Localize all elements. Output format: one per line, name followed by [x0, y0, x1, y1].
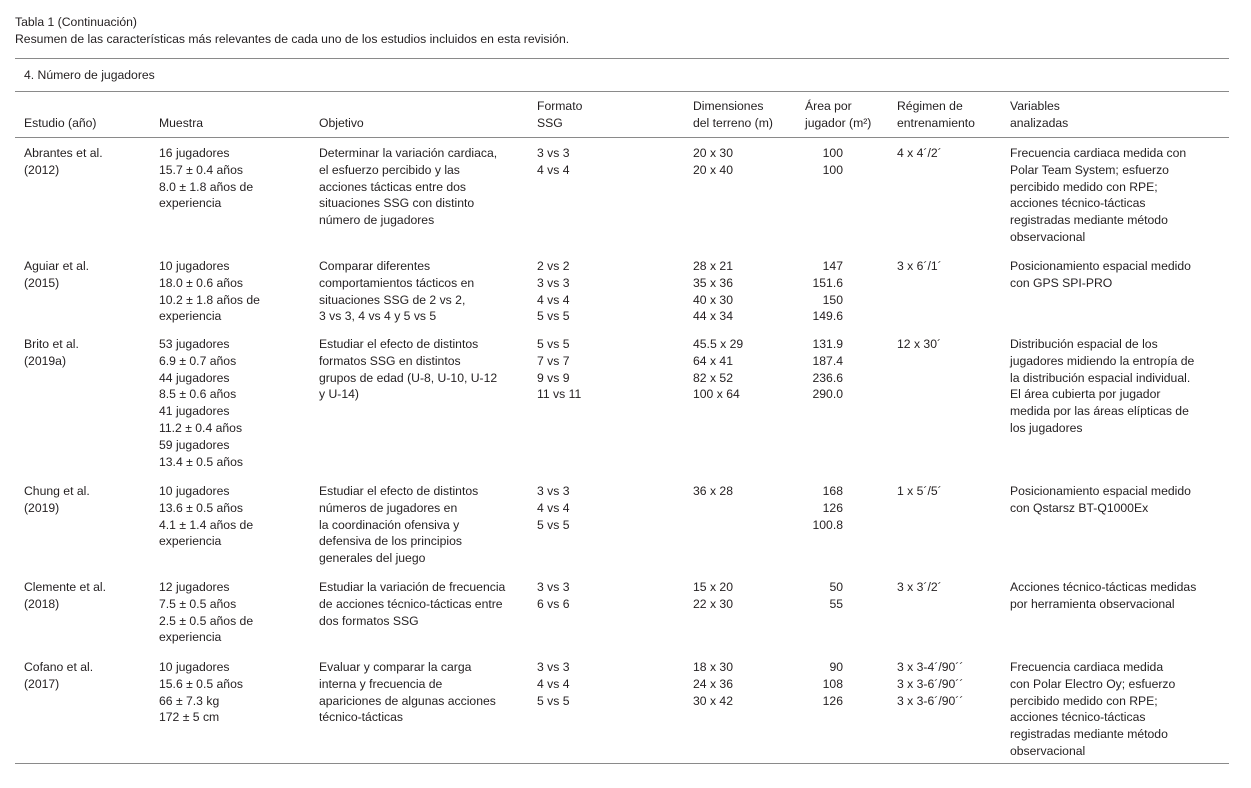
cell-line: (2019) — [24, 500, 60, 515]
cell-line: 44 x 34 — [693, 309, 733, 324]
cell-formato — [537, 258, 570, 325]
cell-line: 3 x 6´/1´ — [897, 259, 942, 273]
cell-line: Abrantes et al. — [24, 146, 103, 160]
cell-line: 10.2 ± 1.8 años de — [159, 292, 260, 307]
cell-objetivo — [319, 659, 496, 726]
cell-line: 12 x 30´ — [897, 337, 942, 351]
header-line: SSG — [537, 116, 563, 131]
cell-line: acciones tácticas entre dos — [319, 179, 467, 194]
cell-objetivo — [319, 145, 497, 229]
cell-variables — [1010, 258, 1191, 292]
header-line: analizadas — [1010, 116, 1069, 131]
cell-line: 2.5 ± 0.5 años de — [159, 613, 254, 628]
cell-dimensiones — [693, 336, 743, 403]
cell-line: 126 — [822, 693, 843, 708]
cell-line: 36 x 28 — [693, 484, 733, 498]
cell-line: número de jugadores — [319, 213, 435, 228]
header-line: Muestra — [159, 116, 204, 131]
cell-line: 7.5 ± 0.5 años — [159, 596, 237, 611]
cell-line: (2012) — [24, 162, 60, 177]
cell-line: 4 vs 4 — [537, 162, 570, 177]
header-line: Objetivo — [319, 116, 364, 131]
cell-estudio — [24, 145, 103, 179]
cell-variables — [1010, 336, 1194, 437]
cell-objetivo — [319, 483, 478, 567]
header-formato — [537, 98, 582, 132]
cell-line: experiencia — [159, 196, 222, 211]
cell-line: situaciones SSG de 2 vs 2, — [319, 292, 466, 307]
cell-line: 35 x 36 — [693, 275, 733, 290]
cell-line: 66 ± 7.3 kg — [159, 693, 220, 708]
cell-line: 149.6 — [812, 309, 843, 324]
cell-line: 2 vs 2 — [537, 259, 570, 273]
cell-line: 20 x 40 — [693, 162, 733, 177]
cell-line: Estudiar la variación de frecuencia — [319, 580, 506, 594]
cell-line: 290.0 — [812, 387, 843, 402]
cell-dimensiones — [693, 659, 733, 709]
cell-line: 11 vs 11 — [537, 387, 582, 402]
cell-regimen — [897, 579, 942, 596]
cell-line: Acciones técnico-tácticas medidas — [1010, 580, 1197, 594]
cell-line: percibido medido con RPE; — [1010, 693, 1158, 708]
cell-line: 7 vs 7 — [537, 353, 570, 368]
cell-line: 100 — [822, 146, 843, 160]
cell-line: los jugadores — [1010, 420, 1083, 435]
cell-line: comportamientos tácticos en — [319, 275, 475, 290]
cell-line: Brito et al. — [24, 337, 79, 351]
cell-objetivo — [319, 258, 474, 325]
cell-line: 50 — [829, 580, 843, 594]
cell-line: Evaluar y comparar la carga — [319, 660, 472, 674]
cell-line: 13.4 ± 0.5 años — [159, 454, 243, 469]
cell-line: 16 jugadores — [159, 146, 230, 160]
cell-line: grupos de edad (U-8, U-10, U-12 — [319, 370, 498, 385]
cell-dimensiones — [693, 579, 733, 613]
cell-estudio — [24, 258, 89, 292]
cell-formato — [537, 579, 570, 613]
cell-line: 59 jugadores — [159, 437, 230, 452]
cell-line: interna y frecuencia de — [319, 676, 443, 691]
cell-line: 6 vs 6 — [537, 596, 570, 611]
cell-line: 100 x 64 — [693, 387, 740, 402]
cell-line: 3 vs 3 — [537, 660, 570, 674]
cell-line: 64 x 41 — [693, 353, 733, 368]
cell-line: la distribución espacial individual. — [1010, 370, 1191, 385]
cell-line: la coordinación ofensiva y — [319, 517, 460, 532]
cell-formato — [537, 336, 581, 403]
cell-line: 82 x 52 — [693, 370, 733, 385]
header-line: entrenamiento — [897, 116, 975, 131]
cell-line: 15.7 ± 0.4 años — [159, 162, 243, 177]
cell-area — [800, 258, 843, 325]
cell-line: jugadores midiendo la entropía de — [1010, 353, 1195, 368]
cell-regimen — [897, 145, 942, 162]
cell-muestra — [159, 145, 253, 212]
cell-line: 18 x 30 — [693, 660, 733, 674]
cell-line: 55 — [829, 596, 843, 611]
cell-line: 150 — [822, 292, 843, 307]
cell-line: y U-14) — [319, 387, 359, 402]
cell-line: defensiva de los principios — [319, 534, 462, 549]
cell-line: (2019a) — [24, 353, 67, 368]
cell-line: observacional — [1010, 743, 1086, 758]
cell-line: 187.4 — [812, 353, 843, 368]
cell-line: 12 jugadores — [159, 580, 230, 594]
bottom-rule — [15, 763, 1229, 764]
cell-line: dos formatos SSG — [319, 613, 419, 628]
header-line: del terreno (m) — [693, 116, 773, 131]
header-area — [805, 98, 871, 132]
cell-regimen — [897, 659, 963, 709]
cell-line: 18.0 ± 0.6 años — [159, 275, 243, 290]
cell-area — [800, 659, 843, 709]
cell-line: 9 vs 9 — [537, 370, 570, 385]
cell-muestra — [159, 579, 253, 646]
cell-line: Determinar la variación cardiaca, — [319, 146, 498, 160]
cell-line: acciones técnico-tácticas — [1010, 710, 1146, 725]
header-dimensiones — [693, 98, 773, 132]
cell-line: 4 vs 4 — [537, 676, 570, 691]
cell-variables — [1010, 579, 1196, 613]
cell-line: 24 x 36 — [693, 676, 733, 691]
cell-line: registradas mediante método — [1010, 727, 1168, 742]
section-title: 4. Número de jugadores — [24, 68, 155, 82]
cell-line: 3 vs 3 — [537, 484, 570, 498]
cell-area — [800, 483, 843, 533]
cell-line: 126 — [822, 500, 843, 515]
cell-formato — [537, 145, 570, 179]
header-line: Formato — [537, 99, 583, 114]
cell-line: 168 — [822, 484, 843, 498]
header-estudio — [24, 98, 97, 132]
cell-line: Cofano et al. — [24, 660, 94, 674]
cell-line: 5 vs 5 — [537, 309, 570, 324]
cell-line: (2017) — [24, 676, 60, 691]
cell-line: 8.0 ± 1.8 años de — [159, 179, 254, 194]
cell-line: medida por las áreas elípticas de — [1010, 404, 1189, 419]
header-line: Área por — [805, 99, 852, 114]
header-line: Régimen de — [897, 99, 963, 114]
cell-line: experiencia — [159, 309, 222, 324]
cell-line: 3 x 3-6´/90´´ — [897, 676, 964, 691]
cell-line: 28 x 21 — [693, 259, 733, 273]
cell-regimen — [897, 483, 942, 500]
cell-estudio — [24, 659, 93, 693]
table-title: Tabla 1 (Continuación) — [15, 15, 137, 29]
cell-line: 3 vs 3 — [537, 146, 570, 160]
cell-line: 53 jugadores — [159, 337, 230, 351]
cell-line: 30 x 42 — [693, 693, 733, 708]
cell-line: observacional — [1010, 229, 1086, 244]
cell-line: 90 — [829, 660, 843, 674]
cell-line: Posicionamiento espacial medido — [1010, 259, 1191, 273]
cell-line: 3 x 3-4´/90´´ — [897, 660, 964, 674]
cell-line: 4.1 ± 1.4 años de — [159, 517, 254, 532]
cell-line: con GPS SPI-PRO — [1010, 275, 1113, 290]
cell-line: 4 vs 4 — [537, 292, 570, 307]
cell-line: Estudiar el efecto de distintos — [319, 484, 479, 498]
cell-area — [800, 336, 843, 403]
cell-line: acciones técnico-tácticas — [1010, 196, 1146, 211]
cell-regimen — [897, 336, 941, 353]
cell-line: situaciones SSG con distinto — [319, 196, 475, 211]
cell-line: 6.9 ± 0.7 años — [159, 353, 237, 368]
cell-line: 10 jugadores — [159, 660, 230, 674]
header-muestra — [159, 98, 203, 132]
cell-variables — [1010, 145, 1186, 246]
cell-line: 3 vs 3, 4 vs 4 y 5 vs 5 — [319, 309, 437, 324]
cell-line: Clemente et al. — [24, 580, 106, 594]
cell-variables — [1010, 659, 1175, 760]
cell-muestra — [159, 659, 243, 726]
header-line: Dimensiones — [693, 99, 764, 114]
cell-line: 8.5 ± 0.6 años — [159, 387, 237, 402]
top-rule — [15, 58, 1229, 59]
cell-line: Chung et al. — [24, 484, 90, 498]
cell-muestra — [159, 336, 243, 470]
cell-line: 1 x 5´/5´ — [897, 484, 942, 498]
cell-line: 3 vs 3 — [537, 275, 570, 290]
cell-line: 236.6 — [812, 370, 843, 385]
cell-line: 40 x 30 — [693, 292, 733, 307]
cell-line: números de jugadores en — [319, 500, 458, 515]
cell-line: 5 vs 5 — [537, 337, 570, 351]
cell-line: Comparar diferentes — [319, 259, 431, 273]
cell-line: (2018) — [24, 596, 60, 611]
cell-line: generales del juego — [319, 551, 426, 566]
cell-line: de acciones técnico-tácticas entre — [319, 596, 503, 611]
cell-line: El área cubierta por jugador — [1010, 387, 1161, 402]
cell-line: 172 ± 5 cm — [159, 710, 220, 725]
header-line: Estudio (año) — [24, 116, 97, 131]
cell-line: 3 x 3-6´/90´´ — [897, 693, 964, 708]
cell-objetivo — [319, 336, 497, 403]
cell-line: 131.9 — [812, 337, 843, 351]
header-rule — [15, 137, 1229, 138]
cell-regimen — [897, 258, 942, 275]
cell-line: 147 — [822, 259, 843, 273]
cell-line: apariciones de algunas acciones — [319, 693, 496, 708]
cell-line: Estudiar el efecto de distintos — [319, 337, 479, 351]
cell-line: con Polar Electro Oy; esfuerzo — [1010, 676, 1176, 691]
cell-variables — [1010, 483, 1191, 517]
header-variables — [1010, 98, 1068, 132]
header-line: Variables — [1010, 99, 1060, 114]
cell-line: 108 — [822, 676, 843, 691]
cell-formato — [537, 659, 570, 709]
cell-line: 15.6 ± 0.5 años — [159, 676, 243, 691]
cell-line: por herramienta observacional — [1010, 596, 1175, 611]
cell-line: técnico-tácticas — [319, 710, 403, 725]
cell-line: 100.8 — [812, 517, 843, 532]
header-objetivo — [319, 98, 364, 132]
cell-line: 44 jugadores — [159, 370, 230, 385]
cell-line: 13.6 ± 0.5 años — [159, 500, 243, 515]
header-regimen — [897, 98, 975, 132]
cell-line: 4 vs 4 — [537, 500, 570, 515]
cell-muestra — [159, 258, 260, 325]
cell-objetivo — [319, 579, 505, 629]
cell-line: 41 jugadores — [159, 404, 230, 419]
cell-dimensiones — [693, 258, 733, 325]
cell-line: 3 vs 3 — [537, 580, 570, 594]
cell-line: Aguiar et al. — [24, 259, 90, 273]
cell-line: 20 x 30 — [693, 146, 733, 160]
cell-line: 100 — [822, 162, 843, 177]
table-subtitle: Resumen de las características más relevantes de cada uno de los estudios incluidos en esta revisión. — [15, 31, 570, 46]
cell-line: Frecuencia cardiaca medida — [1010, 660, 1164, 674]
cell-line: percibido medido con RPE; — [1010, 179, 1158, 194]
cell-line: Polar Team System; esfuerzo — [1010, 162, 1169, 177]
cell-line: formatos SSG en distintos — [319, 353, 461, 368]
cell-line: registradas mediante método — [1010, 213, 1168, 228]
cell-estudio — [24, 579, 106, 613]
cell-line: 151.6 — [812, 275, 843, 290]
cell-line: Frecuencia cardiaca medida con — [1010, 146, 1187, 160]
cell-line: 11.2 ± 0.4 años — [159, 420, 243, 435]
cell-line: 5 vs 5 — [537, 517, 570, 532]
cell-formato — [537, 483, 570, 533]
cell-line: 15 x 20 — [693, 580, 733, 594]
cell-line: Distribución espacial de los — [1010, 337, 1158, 351]
cell-line: experiencia — [159, 534, 222, 549]
cell-area — [800, 579, 843, 613]
cell-dimensiones — [693, 483, 733, 500]
cell-line: 45.5 x 29 — [693, 337, 744, 351]
cell-line: (2015) — [24, 275, 60, 290]
cell-estudio — [24, 336, 79, 370]
section-rule — [15, 91, 1229, 92]
cell-line: 22 x 30 — [693, 596, 733, 611]
cell-line: Posicionamiento espacial medido — [1010, 484, 1191, 498]
cell-line: 4 x 4´/2´ — [897, 146, 942, 160]
cell-estudio — [24, 483, 90, 517]
cell-line: experiencia — [159, 630, 222, 645]
cell-line: 10 jugadores — [159, 259, 230, 273]
cell-line: 3 x 3´/2´ — [897, 580, 942, 594]
cell-line: con Qstarsz BT-Q1000Ex — [1010, 500, 1149, 515]
cell-line: 5 vs 5 — [537, 693, 570, 708]
cell-muestra — [159, 483, 253, 550]
cell-line: 10 jugadores — [159, 484, 230, 498]
cell-area — [800, 145, 843, 179]
cell-dimensiones — [693, 145, 733, 179]
header-line: jugador (m²) — [805, 116, 872, 131]
cell-line: el esfuerzo percibido y las — [319, 162, 460, 177]
table-caption — [15, 14, 569, 48]
